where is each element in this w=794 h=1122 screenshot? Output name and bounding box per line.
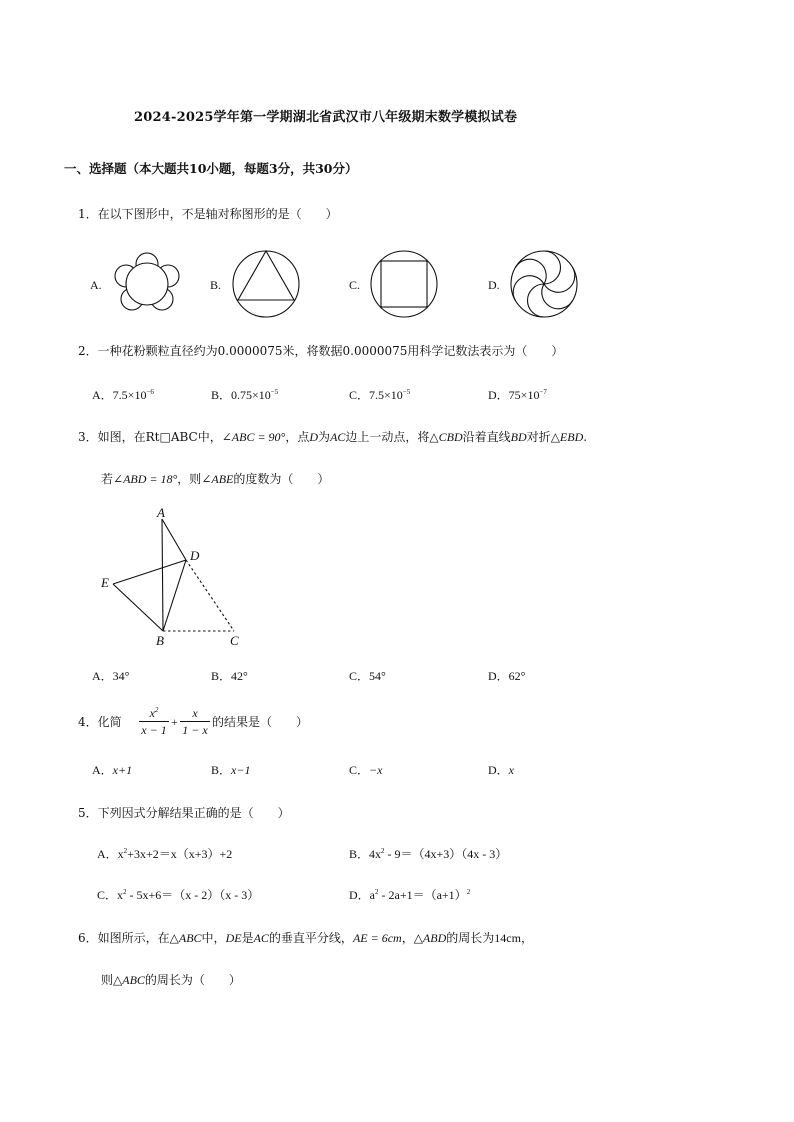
option-value: x+1 — [112, 763, 133, 777]
math: △ABC — [169, 931, 202, 945]
vertex-label-b: B — [156, 633, 164, 648]
option-value: 4x — [369, 847, 382, 861]
text: 的度数为（ ） — [233, 472, 330, 486]
q5-option-d[interactable] — [349, 889, 470, 901]
math: 14cm — [494, 931, 521, 945]
option-label: B． — [211, 669, 232, 683]
text: . — [583, 430, 588, 444]
option-value: −x — [369, 763, 383, 777]
fraction-2-denominator: 1 − x — [182, 723, 208, 737]
q3-option-a[interactable] — [92, 670, 129, 682]
text: 是 — [241, 931, 254, 945]
flower-figure — [112, 252, 182, 318]
math: ∠ABC = 90° — [221, 430, 286, 444]
option-value: x — [508, 763, 514, 777]
text: 的周长为 — [446, 931, 495, 945]
option-value: - 9＝（4x+3）（4x - 3） — [384, 847, 508, 861]
text: 对折 — [526, 430, 551, 444]
option-value: x — [117, 847, 124, 861]
text: 为 — [318, 430, 331, 444]
text: 边上一动点，将 — [345, 430, 430, 444]
q2-option-d[interactable] — [488, 389, 547, 401]
option-value: +3x+2＝x（x+3）+2 — [127, 847, 233, 861]
option-value: - 2a+1＝（a+1） — [378, 888, 467, 902]
option-value: x — [117, 888, 124, 902]
math: △EBD — [550, 430, 584, 444]
option-value: 75×10 — [508, 388, 540, 402]
option-exponent: 2 — [123, 888, 127, 896]
math: △CBD — [429, 430, 463, 444]
question-4-prefix: 4．化简 — [78, 715, 122, 729]
q5-option-a[interactable] — [97, 848, 232, 860]
question-4-suffix: 的结果是（ ） — [212, 715, 309, 729]
vertex-label-d: D — [190, 548, 200, 563]
option-value: - 5x+6＝（x - 2）（x - 3） — [126, 888, 260, 902]
fraction-2-numerator: x — [192, 706, 198, 720]
question-5-stem: 5．下列因式分解结果正确的是（ ） — [78, 806, 290, 820]
text: 则 — [101, 973, 114, 987]
option-exponent: 2 — [375, 888, 379, 896]
option-label: C． — [349, 669, 370, 683]
q4-option-b[interactable] — [211, 764, 250, 776]
q4-option-d[interactable] — [488, 764, 514, 776]
triskelion-figure — [509, 249, 579, 319]
text: 沿着直线 — [462, 430, 511, 444]
question-2-stem: 2．一种花粉颗粒直径约为0.0000075米，将数据0.0000075用科学记数法表示为（ ） — [78, 344, 564, 358]
option-label: A． — [97, 847, 118, 861]
q2-option-a[interactable] — [92, 389, 154, 401]
question-6-line-1 — [78, 932, 533, 944]
math: D — [309, 430, 319, 444]
option-label: C． — [97, 888, 118, 902]
option-value: 34° — [112, 669, 130, 683]
option-exponent: −6 — [146, 388, 154, 396]
text: 中， — [201, 931, 226, 945]
option-exponent: 2 — [123, 847, 128, 855]
option-label: A． — [92, 669, 113, 683]
fraction-1-numerator — [139, 706, 169, 720]
fraction-bar — [139, 721, 169, 722]
option-label: A． — [92, 763, 113, 777]
math: AC — [330, 430, 346, 444]
math: ∠ABE — [201, 472, 234, 486]
vertex-label-c: C — [230, 633, 239, 648]
vertex-label-a: A — [157, 505, 165, 520]
option-value: 0.75×10 — [231, 388, 271, 402]
q1-option-a-label: A. — [90, 278, 102, 292]
option-exponent: −5 — [270, 388, 279, 396]
text: 的周长为（ ） — [144, 973, 241, 987]
triangle-fold-figure — [95, 505, 255, 650]
vertex-label-e: E — [101, 575, 109, 590]
circle-square-figure — [369, 249, 439, 319]
option-exponent: −5 — [402, 388, 411, 396]
math: AC — [253, 931, 269, 945]
circle-triangle-figure — [231, 249, 301, 319]
option-label: D． — [349, 888, 370, 902]
text: 3．如图，在Rt□ABC中， — [78, 430, 222, 444]
option-value: 42° — [231, 669, 248, 683]
question-6-line-2 — [101, 974, 241, 986]
option-exponent: 2 — [466, 888, 471, 896]
fraction-bar — [180, 721, 210, 722]
option-exponent: −7 — [539, 388, 547, 396]
option-label: C． — [349, 763, 370, 777]
math: AE = 6cm — [352, 931, 402, 945]
math: ∠ABD = 18° — [113, 472, 178, 486]
fraction-1 — [139, 706, 169, 737]
q5-option-b[interactable] — [349, 848, 507, 860]
fraction-1-denominator: x − 1 — [141, 723, 167, 737]
option-label: D． — [488, 669, 509, 683]
q2-option-c[interactable] — [349, 389, 410, 401]
q4-option-a[interactable] — [92, 764, 132, 776]
q1-option-d-label: D. — [488, 278, 500, 292]
q1-option-b-label: B. — [210, 278, 222, 292]
q2-option-b[interactable] — [211, 389, 278, 401]
text: ，点 — [285, 430, 310, 444]
option-label: B． — [349, 847, 370, 861]
q3-option-c[interactable] — [349, 670, 386, 682]
text: 6．如图所示，在 — [78, 931, 170, 945]
option-exponent: 2 — [381, 847, 385, 855]
option-label: D． — [488, 763, 509, 777]
option-label: C． — [349, 388, 370, 402]
question-1-stem: 1．在以下图形中，不是轴对称图形的是（ ） — [78, 207, 338, 221]
math: △ABC — [113, 973, 145, 987]
option-label: B． — [211, 763, 232, 777]
option-value: a — [369, 888, 375, 902]
math: △ABD — [413, 931, 447, 945]
option-value: 7.5×10 — [112, 388, 147, 402]
fraction-2 — [180, 706, 210, 737]
option-label: A． — [92, 388, 113, 402]
question-3-line-1 — [78, 431, 587, 443]
question-3-line-2 — [101, 473, 329, 485]
q5-option-c[interactable] — [97, 889, 259, 901]
option-value: x−1 — [231, 763, 251, 777]
section-heading: 一、选择题（本大题共10小题，每题3分，共30分） — [64, 161, 358, 176]
math: DE — [225, 931, 242, 945]
q1-option-c-label: C. — [349, 278, 361, 292]
option-value: 54° — [369, 669, 386, 683]
text: ， — [520, 931, 533, 945]
text: 的垂直平分线， — [268, 931, 353, 945]
math: BD — [510, 430, 527, 444]
text: ， — [401, 931, 414, 945]
option-value: 7.5×10 — [369, 388, 403, 402]
q3-option-b[interactable] — [211, 670, 248, 682]
plus-sign: + — [171, 715, 178, 729]
option-value: 62° — [508, 669, 526, 683]
q4-option-c[interactable] — [349, 764, 382, 776]
text: ，则 — [177, 472, 202, 486]
numerator-base: x — [149, 706, 155, 720]
option-label: B． — [211, 388, 232, 402]
text: 若 — [101, 472, 114, 486]
page-title: 2024-2025学年第一学期湖北省武汉市八年级期末数学模拟试卷 — [134, 110, 518, 125]
option-label: D． — [488, 388, 509, 402]
numerator-exponent: 2 — [154, 706, 159, 714]
q3-option-d[interactable] — [488, 670, 525, 682]
